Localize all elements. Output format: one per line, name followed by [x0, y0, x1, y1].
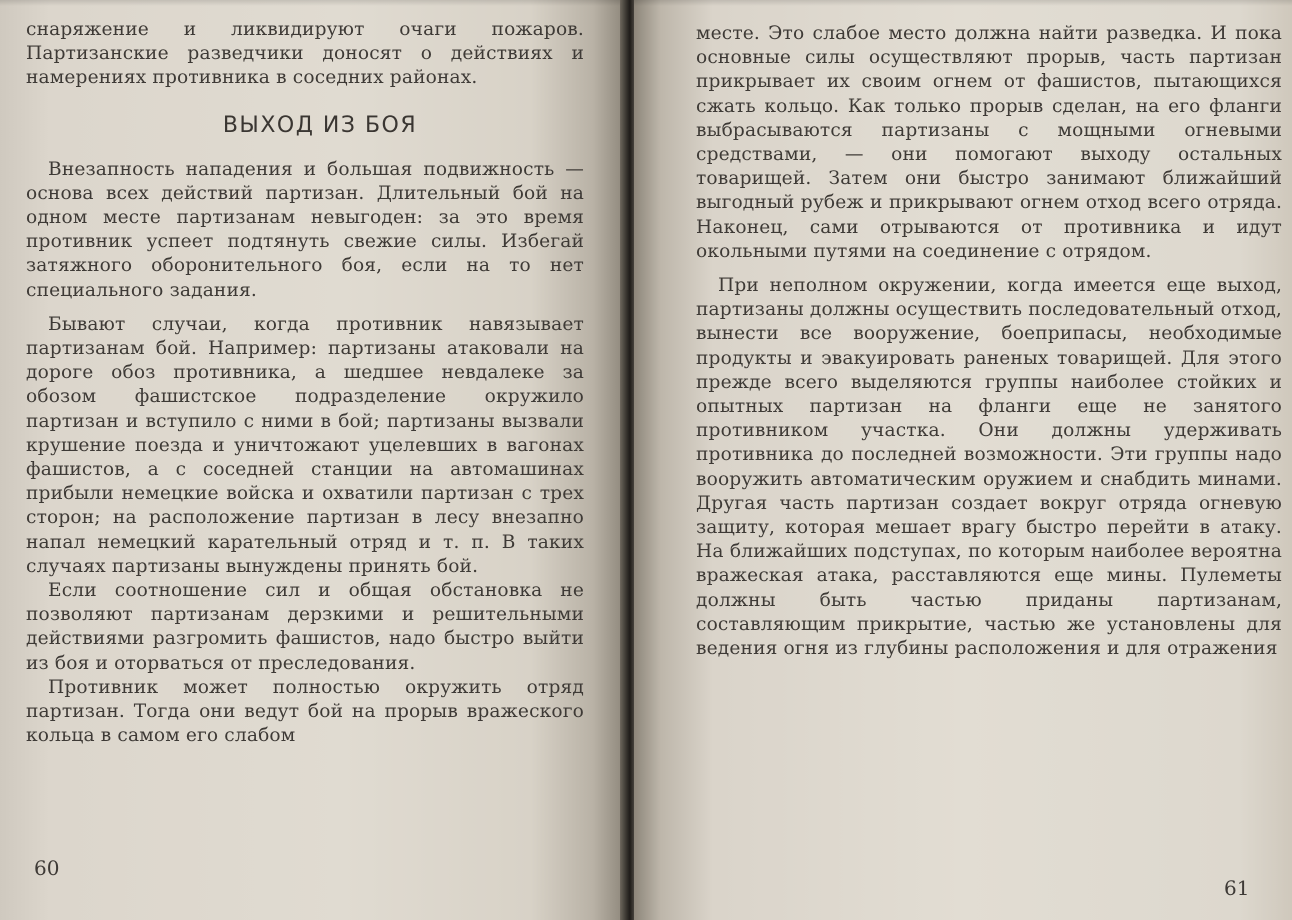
left-paragraph: Противник может полностью окружить отряд партизан. Тогда они ведут бой на прорыв вражеского кольца в самом его слабом: [26, 676, 584, 747]
paragraph-gap: [696, 264, 1282, 274]
left-paragraph: Внезапность нападения и большая подвижность — основа всех действий партизан. Длительный бой на одном месте партизанам невыгоден: за это время противник успеет подтянуть свежие силы. Избегай затяжного оборонительного боя, если на то нет специального задания.: [26, 158, 584, 301]
right-page: [634, 0, 1292, 920]
page-shadow: [634, 0, 1292, 6]
left-page: [0, 0, 624, 920]
page-number-left: 60: [34, 856, 60, 880]
left-paragraph: Если соотношение сил и общая обстановка не позволяют партизанам дерзкими и решительными действиями разгромить фашистов, надо быстро выйти из боя и оторваться от преследования.: [26, 580, 584, 674]
page-number-right: 61: [1224, 876, 1250, 900]
left-paragraph: Бывают случаи, когда противник навязывает партизанам бой. Например: партизаны атаковали на дороге обоз противника, а шедшее невдалеке за обозом фашистское подразделение окружило партизан и вступило с ними в бой; партизаны вызвали крушение поезда и уничтожают уцелевших в вагонах фашистов, а с соседней станции на автомашинах прибыли немецкие войска и охватили партизан с трех сторон; на расположение партизан в лесу внезапно напал немецкий карательный отряд и т. п. В таких случаях партизаны вынуждены принять бой.: [26, 313, 584, 577]
right-paragraph-continuation: месте. Это слабое место должна найти разведка. И пока основные силы осуществляют прорыв, часть партизан прикрывает их своим огнем от фашистов, пытающихся сжать кольцо. Как только прорыв сделан, на его фланги выбрасываются партизаны с мощными огневыми средствами, — они помогают выходу остальных товарищей. Затем они быстро занимают ближайший выгодный рубеж и прикрывают огнем отход всего отряда. Наконец, сами отрываются от противника и идут окольными путями на соединение с отрядом.: [696, 23, 1282, 262]
section-heading: ВЫХОД ИЗ БОЯ: [222, 112, 418, 138]
page-shadow: [0, 0, 624, 6]
paragraph-gap: [26, 303, 584, 313]
left-paragraph-continuation: снаряжение и ликвидируют очаги пожаров. Партизанские разведчики доносят о действиях и намерениях противника в соседних районах.: [26, 19, 584, 89]
right-paragraph: При неполном окружении, когда имеется еще выход, партизаны должны осуществить последовательный отход, вынести все вооружение, боеприпасы, необходимые продукты и эвакуировать раненых товарищей. Для этого прежде всего выделяются группы наиболее стойких и опытных партизан на фланги еще не занятого противником участка. Они должны удерживать противника до последней возможности. Эти группы надо вооружить автоматическим оружием и снабдить минами. Другая часть партизан создает вокруг отряда огневую защиту, которая мешает врагу быстро перейти в атаку. На ближайших подступах, по которым наиболее вероятна вражеская атака, расставляются еще мины. Пулеметы должны быть частью приданы партизанам, составляющим прикрытие, частью же установлены для ведения огня из глубины расположения и для отражения: [696, 275, 1282, 660]
